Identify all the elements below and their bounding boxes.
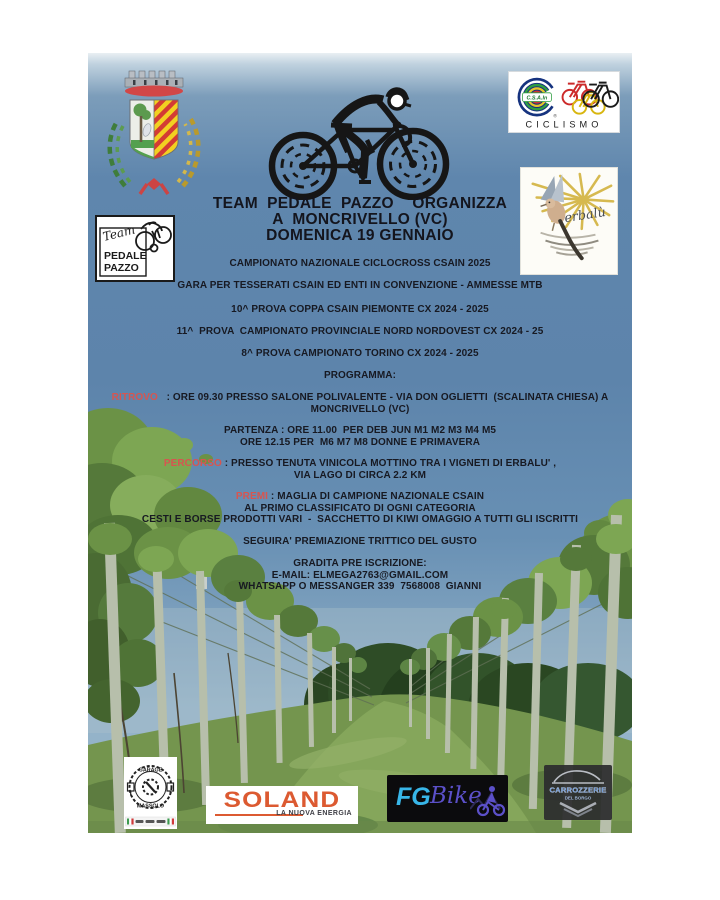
title-line-3: DOMENICA 19 GENNAIO	[266, 227, 454, 244]
mural-crown	[125, 71, 183, 97]
soland-wordmark: SOLAND	[223, 787, 341, 812]
csain-ciclismo-logo	[508, 71, 620, 133]
fg-bike-rider-icon	[470, 781, 506, 817]
event-line-prova11: 11^ PROVA CAMPIONATO PROVINCIALE NORD NORDOVEST CX 2024 - 25	[176, 326, 544, 337]
iscrizione-line-3: WHATSAPP O MESSANGER 339 7568008 GIANNI	[238, 581, 482, 592]
event-flyer	[88, 53, 632, 833]
fg-wordmark: FG	[396, 783, 431, 811]
soland-logo	[206, 786, 358, 824]
premi-line-2: AL PRIMO CLASSIFICATO DI OGNI CATEGORIA	[244, 502, 476, 514]
wreath-ribbon	[140, 178, 168, 194]
erbalu-signature: erbalù	[563, 204, 607, 227]
soland-tagline: LA NUOVA ENERGIA	[276, 810, 352, 817]
moncrivello-crest-icon	[103, 68, 205, 198]
programma-heading: PROGRAMMA:	[323, 370, 397, 381]
csain-logo-icon	[509, 72, 619, 132]
percorso-label: PERCORSO	[163, 458, 222, 469]
percorso-line-1	[94, 458, 626, 470]
premi-line-1	[94, 491, 626, 503]
massolo-text: MASSOLO	[136, 803, 165, 810]
garage-massolo-logo	[124, 757, 177, 829]
premiazione-line: SEGUIRA' PREMIAZIONE TRITTICO DEL GUSTO	[243, 536, 477, 547]
ritrovo-line-2: MONCRIVELLO (VC)	[310, 403, 410, 415]
ritrovo-text: : ORE 09.30 PRESSO SALONE POLIVALENTE - VIA DON OGLIETTI (SCALINATA CHIESA) A	[157, 392, 609, 403]
carrozzerie-text: CARROZZERIE	[549, 785, 607, 795]
fg-bike-logo	[387, 775, 508, 822]
ritrovo-line-1	[94, 392, 626, 404]
pedale-text: PEDALE	[104, 250, 147, 262]
premi-text: : MAGLIA DI CAMPIONE NAZIONALE CSAIN	[268, 491, 485, 502]
percorso-line-2: VIA LAGO DI CIRCA 2.2 KM	[293, 469, 427, 481]
iscrizione-line-1: GRADITA PRE ISCRIZIONE:	[293, 558, 427, 569]
partenza-line-2: ORE 12.15 PER M6 M7 M8 DONNE E PRIMAVERA	[239, 436, 481, 448]
carrozzerie-icon	[544, 765, 612, 820]
title-line-1: TEAM PEDALE PAZZO ORGANIZZA	[212, 195, 508, 212]
ritrovo-label: RITROVO	[111, 392, 158, 403]
event-line-prova10: 10^ PROVA COPPA CSAIN PIEMONTE CX 2024 - 2025	[231, 304, 489, 315]
premi-label: PREMI	[235, 491, 269, 502]
percorso-text: : PRESSO TENUTA VINICOLA MOTTINO TRA I VIGNETI DI ERBALU' ,	[221, 458, 557, 469]
garage-massolo-icon	[124, 757, 177, 829]
csain-bikes-icon	[563, 82, 619, 114]
svg-text:®: ®	[553, 114, 557, 120]
garage-text: GARAGE	[138, 767, 163, 774]
cyclist-illustration-icon	[267, 70, 452, 200]
csain-emblem	[518, 78, 561, 120]
wrench-icon	[146, 782, 155, 792]
piston-icons	[128, 783, 174, 795]
car-silhouette-icon	[552, 771, 604, 783]
bike-wordmark: Bike	[430, 783, 482, 809]
pazzo-text: PAZZO	[104, 262, 139, 274]
csain-ciclismo-text: CICLISMO	[525, 119, 603, 130]
csain-org-text: C.S.A.In	[526, 95, 548, 102]
title-line-2: A MONCRIVELLO (VC)	[272, 211, 448, 228]
iscrizione-line-2: E-MAIL: ELMEGA2763@GMAIL.COM	[271, 569, 449, 581]
premi-line-3: CESTI E BORSE PRODOTTI VARI - SACCHETTO DI KIWI OMAGGIO A TUTTI GLI ISCRITTI	[141, 514, 579, 525]
event-line-gara: GARA PER TESSERATI CSAIN ED ENTI IN CONVENZIONE - AMMESSE MTB	[177, 280, 543, 291]
tricolor-strip	[126, 817, 176, 826]
carrozzerie-del-borgo-logo	[544, 765, 612, 820]
team-script-text: Team	[101, 222, 137, 244]
del-borgo-text: DEL BORGO	[564, 795, 592, 801]
crest-shield	[130, 100, 178, 159]
partenza-line-1: PARTENZA : ORE 11.00 PER DEB JUN M1 M2 M3 M4 M5	[223, 425, 497, 436]
event-line-prova8: 8^ PROVA CAMPIONATO TORINO CX 2024 - 2025	[241, 348, 479, 359]
event-line-campionato: CAMPIONATO NAZIONALE CICLOCROSS CSAIN 2025	[229, 258, 491, 269]
